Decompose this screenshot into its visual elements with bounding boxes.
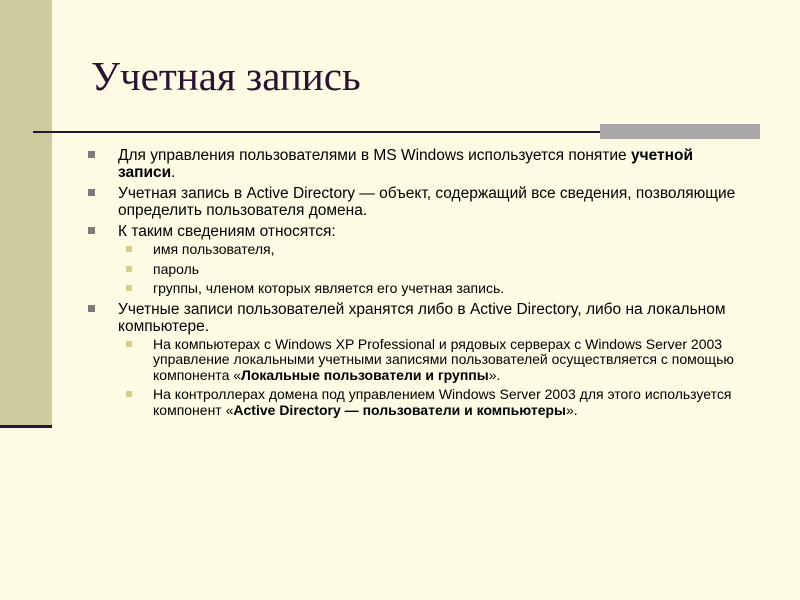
side-band (0, 0, 52, 427)
title-accent-bar (600, 124, 760, 139)
slide-title: Учетная запись (91, 53, 361, 99)
square-bullet-icon (88, 305, 95, 312)
bullet-item (88, 223, 748, 297)
bullet-text: Учетные записи пользователей хранятся либо в Active Directory, либо на локальном компьютере. (118, 300, 726, 335)
sub-bullet-text-end: ». (488, 366, 501, 383)
sub-bullet-item (118, 262, 748, 278)
sub-bullet-text-end: ». (566, 401, 578, 418)
sub-bullet-item (118, 337, 748, 384)
sub-bullet-item (118, 387, 748, 418)
sub-bullet-text: На контроллерах домена под управлением Windows Server 2003 для этого используется компонент « (153, 386, 732, 418)
sub-bullet-item (118, 281, 748, 297)
sub-bullet-text: группы, членом которых является его учетная запись. (153, 280, 505, 296)
sub-bullet-bold-text: Локальные пользователи и группы (241, 366, 489, 383)
sub-bullet-text: На компьютерах с Windows XP Professional и рядовых серверах с Windows Server 2003 управление локальными учетными записями пользователей осуществляется с помощью компонента « (153, 335, 734, 383)
square-bullet-icon (126, 266, 132, 272)
side-band-rule (0, 425, 52, 428)
square-bullet-icon (126, 341, 132, 347)
bullet-text: Учетная запись в Active Directory — объект, содержащий все сведения, позволяющие определить пользователя домена. (118, 185, 736, 219)
bullet-item (88, 147, 748, 181)
sub-bullet-list (118, 242, 748, 297)
slide-content (88, 147, 748, 422)
sub-bullet-list (118, 337, 748, 419)
square-bullet-icon (88, 189, 95, 196)
sub-bullet-text: пароль (153, 260, 200, 277)
square-bullet-icon (88, 227, 95, 234)
sub-bullet-item (118, 242, 748, 258)
bullet-text: К таким сведениям относятся: (118, 223, 336, 240)
bullet-text: Для управления пользователями в MS Windows используется понятие (118, 147, 631, 164)
bullet-list (88, 147, 748, 418)
square-bullet-icon (126, 391, 132, 397)
square-bullet-icon (88, 151, 95, 158)
square-bullet-icon (126, 246, 132, 252)
bullet-text-end: . (171, 164, 176, 181)
square-bullet-icon (126, 285, 132, 291)
bullet-item (88, 301, 748, 419)
sub-bullet-bold-text: Active Directory — пользователи и компьютеры (233, 401, 566, 418)
sub-bullet-text: имя пользователя, (153, 241, 275, 257)
bullet-bold-text: учетной записи (118, 147, 693, 181)
bullet-item (88, 185, 748, 219)
